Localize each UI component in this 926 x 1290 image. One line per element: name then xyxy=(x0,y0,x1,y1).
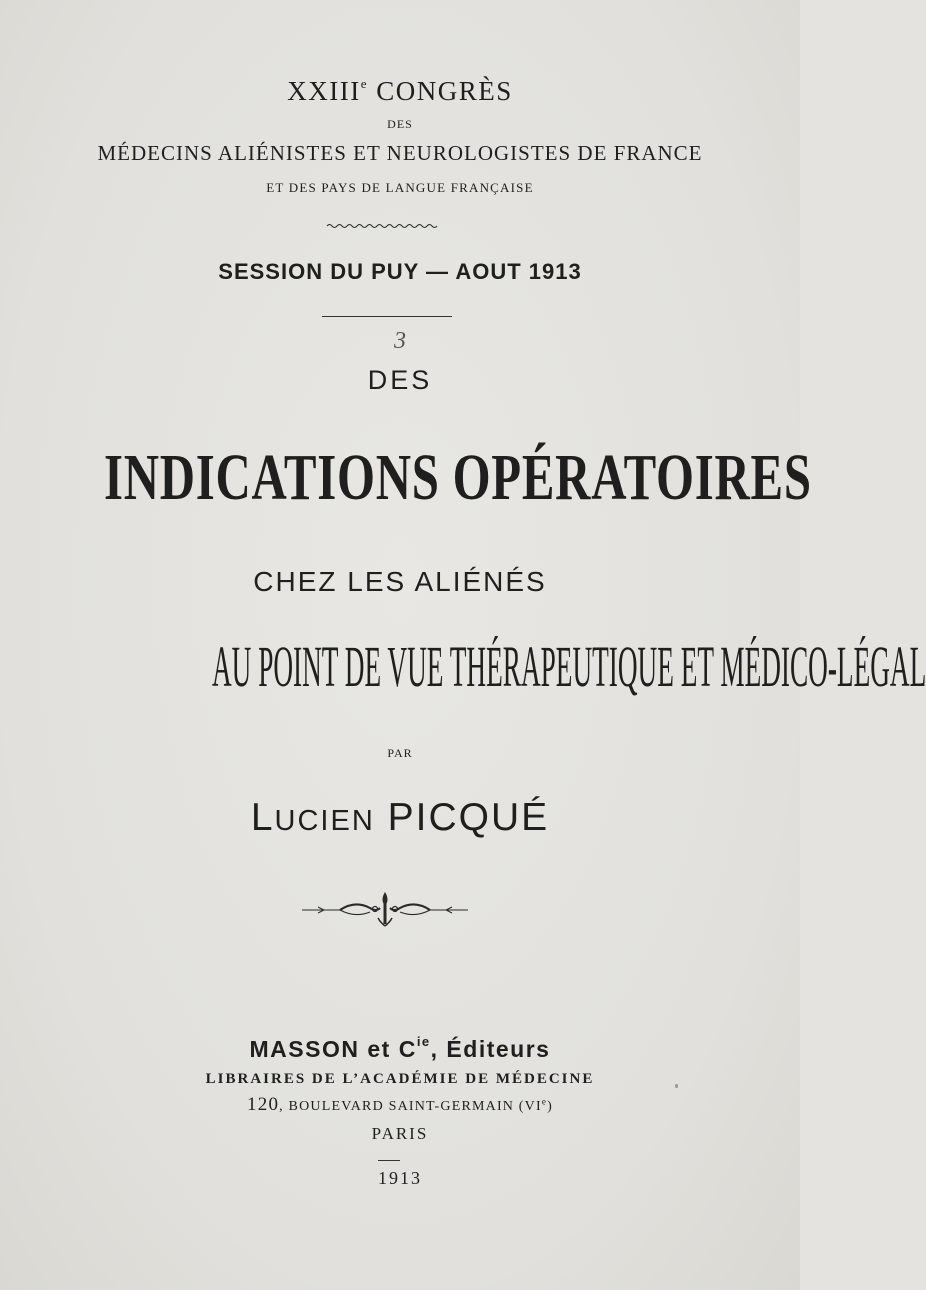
publisher-name-main: MASSON et C xyxy=(249,1036,417,1062)
title-des: DES xyxy=(367,365,433,395)
des-connector: DES xyxy=(387,117,413,131)
address-close-paren: ) xyxy=(547,1099,553,1114)
address-number: 120 xyxy=(247,1094,280,1115)
session-line: SESSION DU PUY — AOUT 1913 xyxy=(218,259,582,284)
author-last-name: PICQUÉ xyxy=(387,796,550,839)
medecins-line: MÉDECINS ALIÉNISTES ET NEUROLOGISTES DE FRANCE xyxy=(97,141,703,165)
subtitle: AU POINT DE VUE THÉRAPEUTIQUE ET MÉDICO-LÉGAL xyxy=(212,634,926,699)
main-title: INDICATIONS OPÉRATOIRES xyxy=(104,441,812,514)
paper-speck xyxy=(675,1084,678,1088)
congress-word: CONGRÈS xyxy=(367,76,513,106)
fleuron-ornament-icon xyxy=(300,888,470,930)
horizontal-rule xyxy=(322,316,452,317)
publisher-city: PARIS xyxy=(371,1124,429,1143)
handwritten-number: 3 xyxy=(394,328,406,354)
publisher-affiliation: LIBRAIRES DE L’ACADÉMIE DE MÉDECINE xyxy=(205,1071,595,1087)
author-first-initial: L xyxy=(250,796,275,839)
congress-title xyxy=(0,76,800,107)
title-chez: CHEZ LES ALIÉNÉS xyxy=(253,566,547,597)
address-superscript: e xyxy=(541,1096,548,1107)
wavy-rule-ornament xyxy=(327,222,437,230)
par-label: PAR xyxy=(387,746,413,760)
publication-year: 1913 xyxy=(378,1168,422,1188)
publisher-name-superscript: ie xyxy=(416,1034,431,1050)
pays-line: ET DES PAYS DE LANGUE FRANÇAISE xyxy=(266,180,534,195)
publisher-name-end: , Éditeurs xyxy=(430,1036,551,1062)
author-name xyxy=(0,796,800,840)
congress-number: XXIII xyxy=(287,76,361,106)
author-first-rest: UCIEN xyxy=(274,805,375,837)
publisher-address xyxy=(0,1094,800,1116)
publisher-name xyxy=(0,1036,800,1063)
congress-number-superscript: e xyxy=(360,76,368,91)
address-street: , BOULEVARD SAINT-GERMAIN (VI xyxy=(279,1099,542,1114)
short-rule xyxy=(378,1160,400,1161)
